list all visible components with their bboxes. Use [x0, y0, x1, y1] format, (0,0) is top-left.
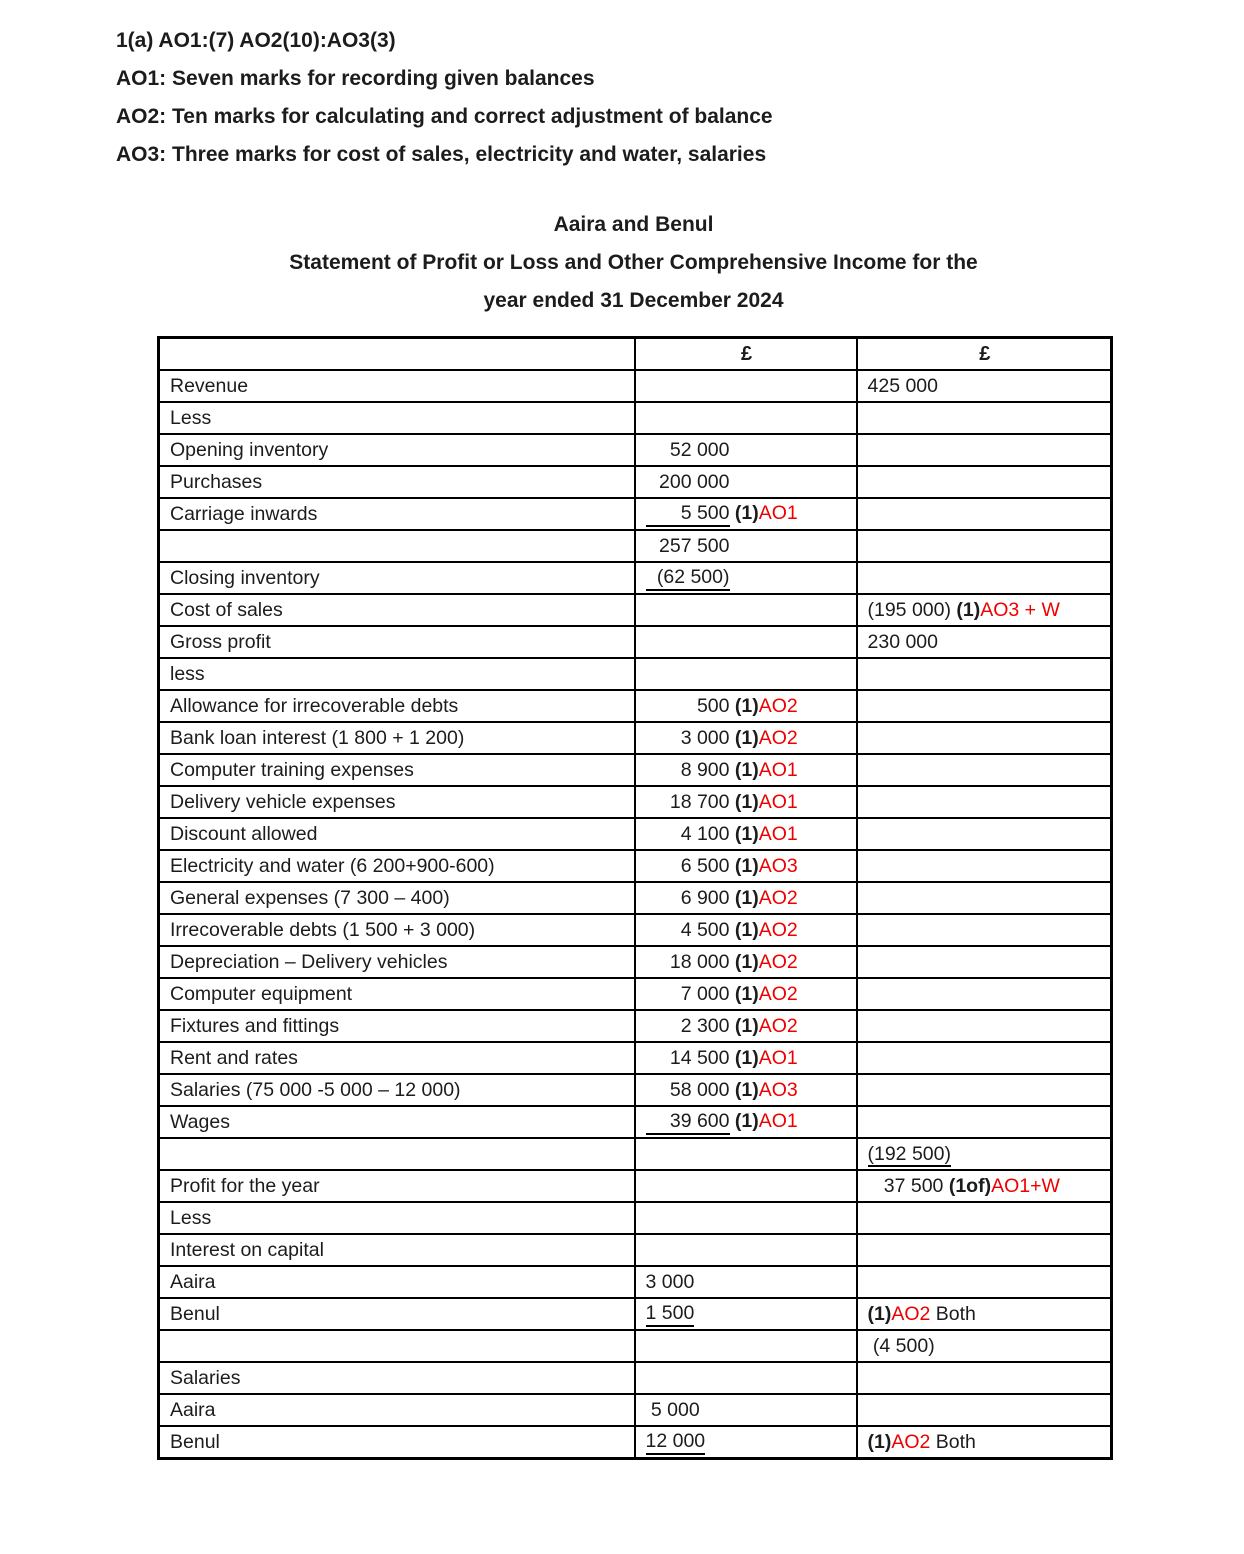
row-label: Purchases	[159, 466, 635, 498]
table-row	[159, 1010, 1112, 1042]
amount-text: 52 000	[669, 438, 730, 461]
row-label: Bank loan interest (1 800 + 1 200)	[159, 722, 635, 754]
total-cell	[857, 1394, 1112, 1426]
total-cell	[857, 690, 1112, 722]
amount-cell	[635, 1234, 857, 1266]
row-label: Aaira	[159, 1394, 635, 1426]
total-cell	[857, 1074, 1112, 1106]
ao-annotation: AO2	[891, 1302, 931, 1325]
row-label: Less	[159, 1202, 635, 1234]
mark-count: (1)	[729, 982, 759, 1005]
amount-cell	[635, 370, 857, 402]
total-cell	[857, 1266, 1112, 1298]
table-row	[159, 786, 1112, 818]
amount-cell	[635, 1106, 857, 1138]
total-cell	[857, 882, 1112, 914]
table-row	[159, 1298, 1112, 1330]
total-cell	[857, 1426, 1112, 1459]
total-cell	[857, 498, 1112, 530]
total-cell	[857, 562, 1112, 594]
ao-annotation: AO2	[758, 950, 798, 973]
mark-scheme-heading	[116, 22, 1244, 174]
table-row	[159, 914, 1112, 946]
row-label: General expenses (7 300 – 400)	[159, 882, 635, 914]
row-label: Closing inventory	[159, 562, 635, 594]
ao-annotation: AO2	[758, 886, 798, 909]
amount-text: 39 600	[646, 1110, 730, 1135]
amount-text: 257 500	[659, 534, 730, 557]
mark-count: (1)	[729, 918, 759, 941]
mark-count: (1)	[729, 726, 759, 749]
mark-count: (1)	[867, 1430, 892, 1453]
table-row	[159, 850, 1112, 882]
table-row	[159, 1074, 1112, 1106]
ao-annotation: AO3	[758, 1078, 798, 1101]
table-row	[159, 370, 1112, 402]
amount-text: 500	[696, 694, 730, 717]
amount-cell	[635, 626, 857, 658]
row-label: Electricity and water (6 200+900-600)	[159, 850, 635, 882]
amount-cell	[635, 562, 857, 594]
total-cell	[857, 722, 1112, 754]
business-name: Aaira and Benul	[553, 213, 714, 236]
row-label: Irrecoverable debts (1 500 + 3 000)	[159, 914, 635, 946]
row-label: Benul	[159, 1298, 635, 1330]
amount-text: Both	[930, 1302, 976, 1325]
row-label: Computer equipment	[159, 978, 635, 1010]
amount-text: 6 900	[680, 886, 730, 909]
amount-cell	[635, 1170, 857, 1202]
table-row	[159, 1394, 1112, 1426]
amount-text: 200 000	[659, 470, 730, 493]
row-label: Opening inventory	[159, 434, 635, 466]
header-pound-col2: £	[857, 338, 1112, 371]
amount-text: 3 000	[645, 1270, 695, 1293]
row-label	[159, 1330, 635, 1362]
table-row	[159, 754, 1112, 786]
amount-cell	[635, 1042, 857, 1074]
amount-cell	[635, 754, 857, 786]
mark-count: (1)	[729, 950, 759, 973]
table-row	[159, 530, 1112, 562]
amount-cell	[635, 914, 857, 946]
table-row	[159, 1042, 1112, 1074]
amount-text: 37 500	[867, 1174, 944, 1197]
table-row	[159, 690, 1112, 722]
row-label: Benul	[159, 1426, 635, 1459]
table-row	[159, 978, 1112, 1010]
amount-cell	[635, 1138, 857, 1170]
amount-cell	[635, 402, 857, 434]
ao2-description: AO2: Ten marks for calculating and correct adjustment of balance	[116, 105, 773, 128]
total-cell	[857, 1298, 1112, 1330]
ao-annotation: AO1	[758, 822, 798, 845]
row-label: Aaira	[159, 1266, 635, 1298]
total-cell	[857, 978, 1112, 1010]
amount-cell	[635, 1010, 857, 1042]
ao-annotation: AO1	[758, 1046, 798, 1069]
mark-count: (1)	[729, 854, 759, 877]
amount-text: 230 000	[867, 630, 938, 653]
statement-table-body	[159, 370, 1112, 1459]
total-cell	[857, 434, 1112, 466]
amount-text: (4 500)	[867, 1334, 935, 1357]
total-cell	[857, 1106, 1112, 1138]
amount-text: 18 000	[669, 950, 730, 973]
ao-annotation: AO2	[758, 726, 798, 749]
row-label: Wages	[159, 1106, 635, 1138]
mark-count: (1)	[729, 1046, 759, 1069]
amount-cell	[635, 722, 857, 754]
total-cell	[857, 594, 1112, 626]
total-cell	[857, 946, 1112, 978]
ao-annotation: AO1	[758, 1109, 798, 1132]
table-row	[159, 1426, 1112, 1459]
statement-title	[157, 206, 1110, 320]
ao-annotation: AO3 + W	[980, 598, 1060, 621]
amount-cell	[635, 882, 857, 914]
amount-text: 8 900	[680, 758, 730, 781]
statement-table	[157, 336, 1113, 1460]
table-row	[159, 882, 1112, 914]
amount-text: 5 000	[645, 1398, 700, 1421]
ao-annotation: AO1	[758, 790, 798, 813]
row-label: Delivery vehicle expenses	[159, 786, 635, 818]
ao-annotation: AO2	[758, 918, 798, 941]
statement-name: Statement of Profit or Loss and Other Comprehensive Income for the	[289, 251, 978, 274]
table-row	[159, 946, 1112, 978]
amount-text: 1 500	[646, 1302, 695, 1327]
table-row	[159, 1170, 1112, 1202]
mark-allocation-line: 1(a) AO1:(7) AO2(10):AO3(3)	[116, 29, 396, 52]
amount-text: 7 000	[680, 982, 730, 1005]
row-label: Interest on capital	[159, 1234, 635, 1266]
ao-annotation: AO3	[758, 854, 798, 877]
row-label	[159, 1138, 635, 1170]
amount-cell	[635, 978, 857, 1010]
amount-text: 6 500	[680, 854, 730, 877]
amount-text: (195 000)	[867, 598, 951, 621]
total-cell	[857, 1234, 1112, 1266]
amount-cell	[635, 1202, 857, 1234]
mark-count: (1)	[729, 694, 759, 717]
ao-annotation: AO2	[758, 982, 798, 1005]
amount-cell	[635, 1074, 857, 1106]
amount-text: 58 000	[669, 1078, 730, 1101]
total-cell	[857, 1330, 1112, 1362]
table-row	[159, 594, 1112, 626]
amount-text: 3 000	[680, 726, 730, 749]
amount-cell	[635, 434, 857, 466]
mark-count: (1)	[729, 886, 759, 909]
mark-count: (1)	[729, 758, 759, 781]
row-label: Allowance for irrecoverable debts	[159, 690, 635, 722]
amount-cell	[635, 1362, 857, 1394]
total-cell	[857, 1170, 1112, 1202]
row-label	[159, 530, 635, 562]
table-row	[159, 1330, 1112, 1362]
mark-count: (1)	[729, 790, 759, 813]
ao1-description: AO1: Seven marks for recording given balances	[116, 67, 595, 90]
total-cell	[857, 914, 1112, 946]
amount-text: 2 300	[680, 1014, 730, 1037]
row-label: Salaries (75 000 -5 000 – 12 000)	[159, 1074, 635, 1106]
header-description-cell	[159, 338, 635, 371]
table-row	[159, 1266, 1112, 1298]
ao-annotation: AO1	[758, 758, 798, 781]
mark-count: (1)	[729, 1109, 759, 1132]
amount-text: 4 500	[680, 918, 730, 941]
table-row	[159, 818, 1112, 850]
row-label: Fixtures and fittings	[159, 1010, 635, 1042]
amount-cell	[635, 786, 857, 818]
amount-cell	[635, 1330, 857, 1362]
table-row	[159, 1106, 1112, 1138]
table-row	[159, 1202, 1112, 1234]
mark-count: (1)	[729, 501, 759, 524]
amount-cell	[635, 1426, 857, 1459]
amount-text: 5 500	[646, 502, 730, 527]
total-cell	[857, 754, 1112, 786]
total-cell	[857, 626, 1112, 658]
row-label: Profit for the year	[159, 1170, 635, 1202]
total-cell	[857, 818, 1112, 850]
total-cell	[857, 850, 1112, 882]
table-row	[159, 402, 1112, 434]
mark-count: (1of)	[943, 1174, 992, 1197]
amount-cell	[635, 530, 857, 562]
total-cell	[857, 1362, 1112, 1394]
table-row	[159, 562, 1112, 594]
table-header-row	[159, 338, 1112, 371]
total-cell	[857, 1202, 1112, 1234]
mark-count: (1)	[729, 1014, 759, 1037]
amount-cell	[635, 594, 857, 626]
total-cell	[857, 402, 1112, 434]
row-label: Gross profit	[159, 626, 635, 658]
row-label: Less	[159, 402, 635, 434]
total-cell	[857, 786, 1112, 818]
amount-cell	[635, 466, 857, 498]
table-row	[159, 1362, 1112, 1394]
statement-period: year ended 31 December 2024	[483, 289, 784, 312]
row-label: Discount allowed	[159, 818, 635, 850]
amount-cell	[635, 498, 857, 530]
amount-text: (62 500)	[646, 566, 730, 591]
page	[0, 22, 1244, 1554]
total-cell	[857, 658, 1112, 690]
amount-cell	[635, 1266, 857, 1298]
amount-cell	[635, 690, 857, 722]
ao-annotation: AO2	[891, 1430, 931, 1453]
row-label: Revenue	[159, 370, 635, 402]
total-cell	[857, 1010, 1112, 1042]
row-label: less	[159, 658, 635, 690]
total-cell	[857, 1138, 1112, 1170]
table-row	[159, 498, 1112, 530]
total-cell	[857, 466, 1112, 498]
amount-cell	[635, 1298, 857, 1330]
header-pound-col1: £	[635, 338, 857, 371]
amount-cell	[635, 818, 857, 850]
row-label: Computer training expenses	[159, 754, 635, 786]
ao-annotation: AO1	[758, 501, 798, 524]
row-label: Depreciation – Delivery vehicles	[159, 946, 635, 978]
row-label: Carriage inwards	[159, 498, 635, 530]
row-label: Salaries	[159, 1362, 635, 1394]
ao3-description: AO3: Three marks for cost of sales, electricity and water, salaries	[116, 143, 767, 166]
amount-cell	[635, 850, 857, 882]
amount-text: 425 000	[867, 374, 938, 397]
row-label: Rent and rates	[159, 1042, 635, 1074]
amount-text: 12 000	[646, 1430, 706, 1455]
amount-cell	[635, 658, 857, 690]
row-label: Cost of sales	[159, 594, 635, 626]
mark-count: (1)	[867, 1302, 892, 1325]
amount-text: 4 100	[680, 822, 730, 845]
amount-text: 14 500	[669, 1046, 730, 1069]
table-row	[159, 466, 1112, 498]
ao-annotation: AO2	[758, 1014, 798, 1037]
ao-annotation: AO1+W	[991, 1174, 1060, 1197]
amount-text: 18 700	[669, 790, 730, 813]
table-row	[159, 658, 1112, 690]
amount-cell	[635, 1394, 857, 1426]
total-cell	[857, 1042, 1112, 1074]
table-row	[159, 434, 1112, 466]
table-row	[159, 1138, 1112, 1170]
mark-count: (1)	[950, 598, 981, 621]
total-cell	[857, 530, 1112, 562]
amount-text: (192 500)	[867, 1142, 951, 1165]
table-row	[159, 722, 1112, 754]
table-row	[159, 626, 1112, 658]
amount-text: Both	[930, 1430, 976, 1453]
ao-annotation: AO2	[758, 694, 798, 717]
mark-count: (1)	[729, 822, 759, 845]
table-row	[159, 1234, 1112, 1266]
total-cell	[857, 370, 1112, 402]
amount-cell	[635, 946, 857, 978]
mark-count: (1)	[729, 1078, 759, 1101]
